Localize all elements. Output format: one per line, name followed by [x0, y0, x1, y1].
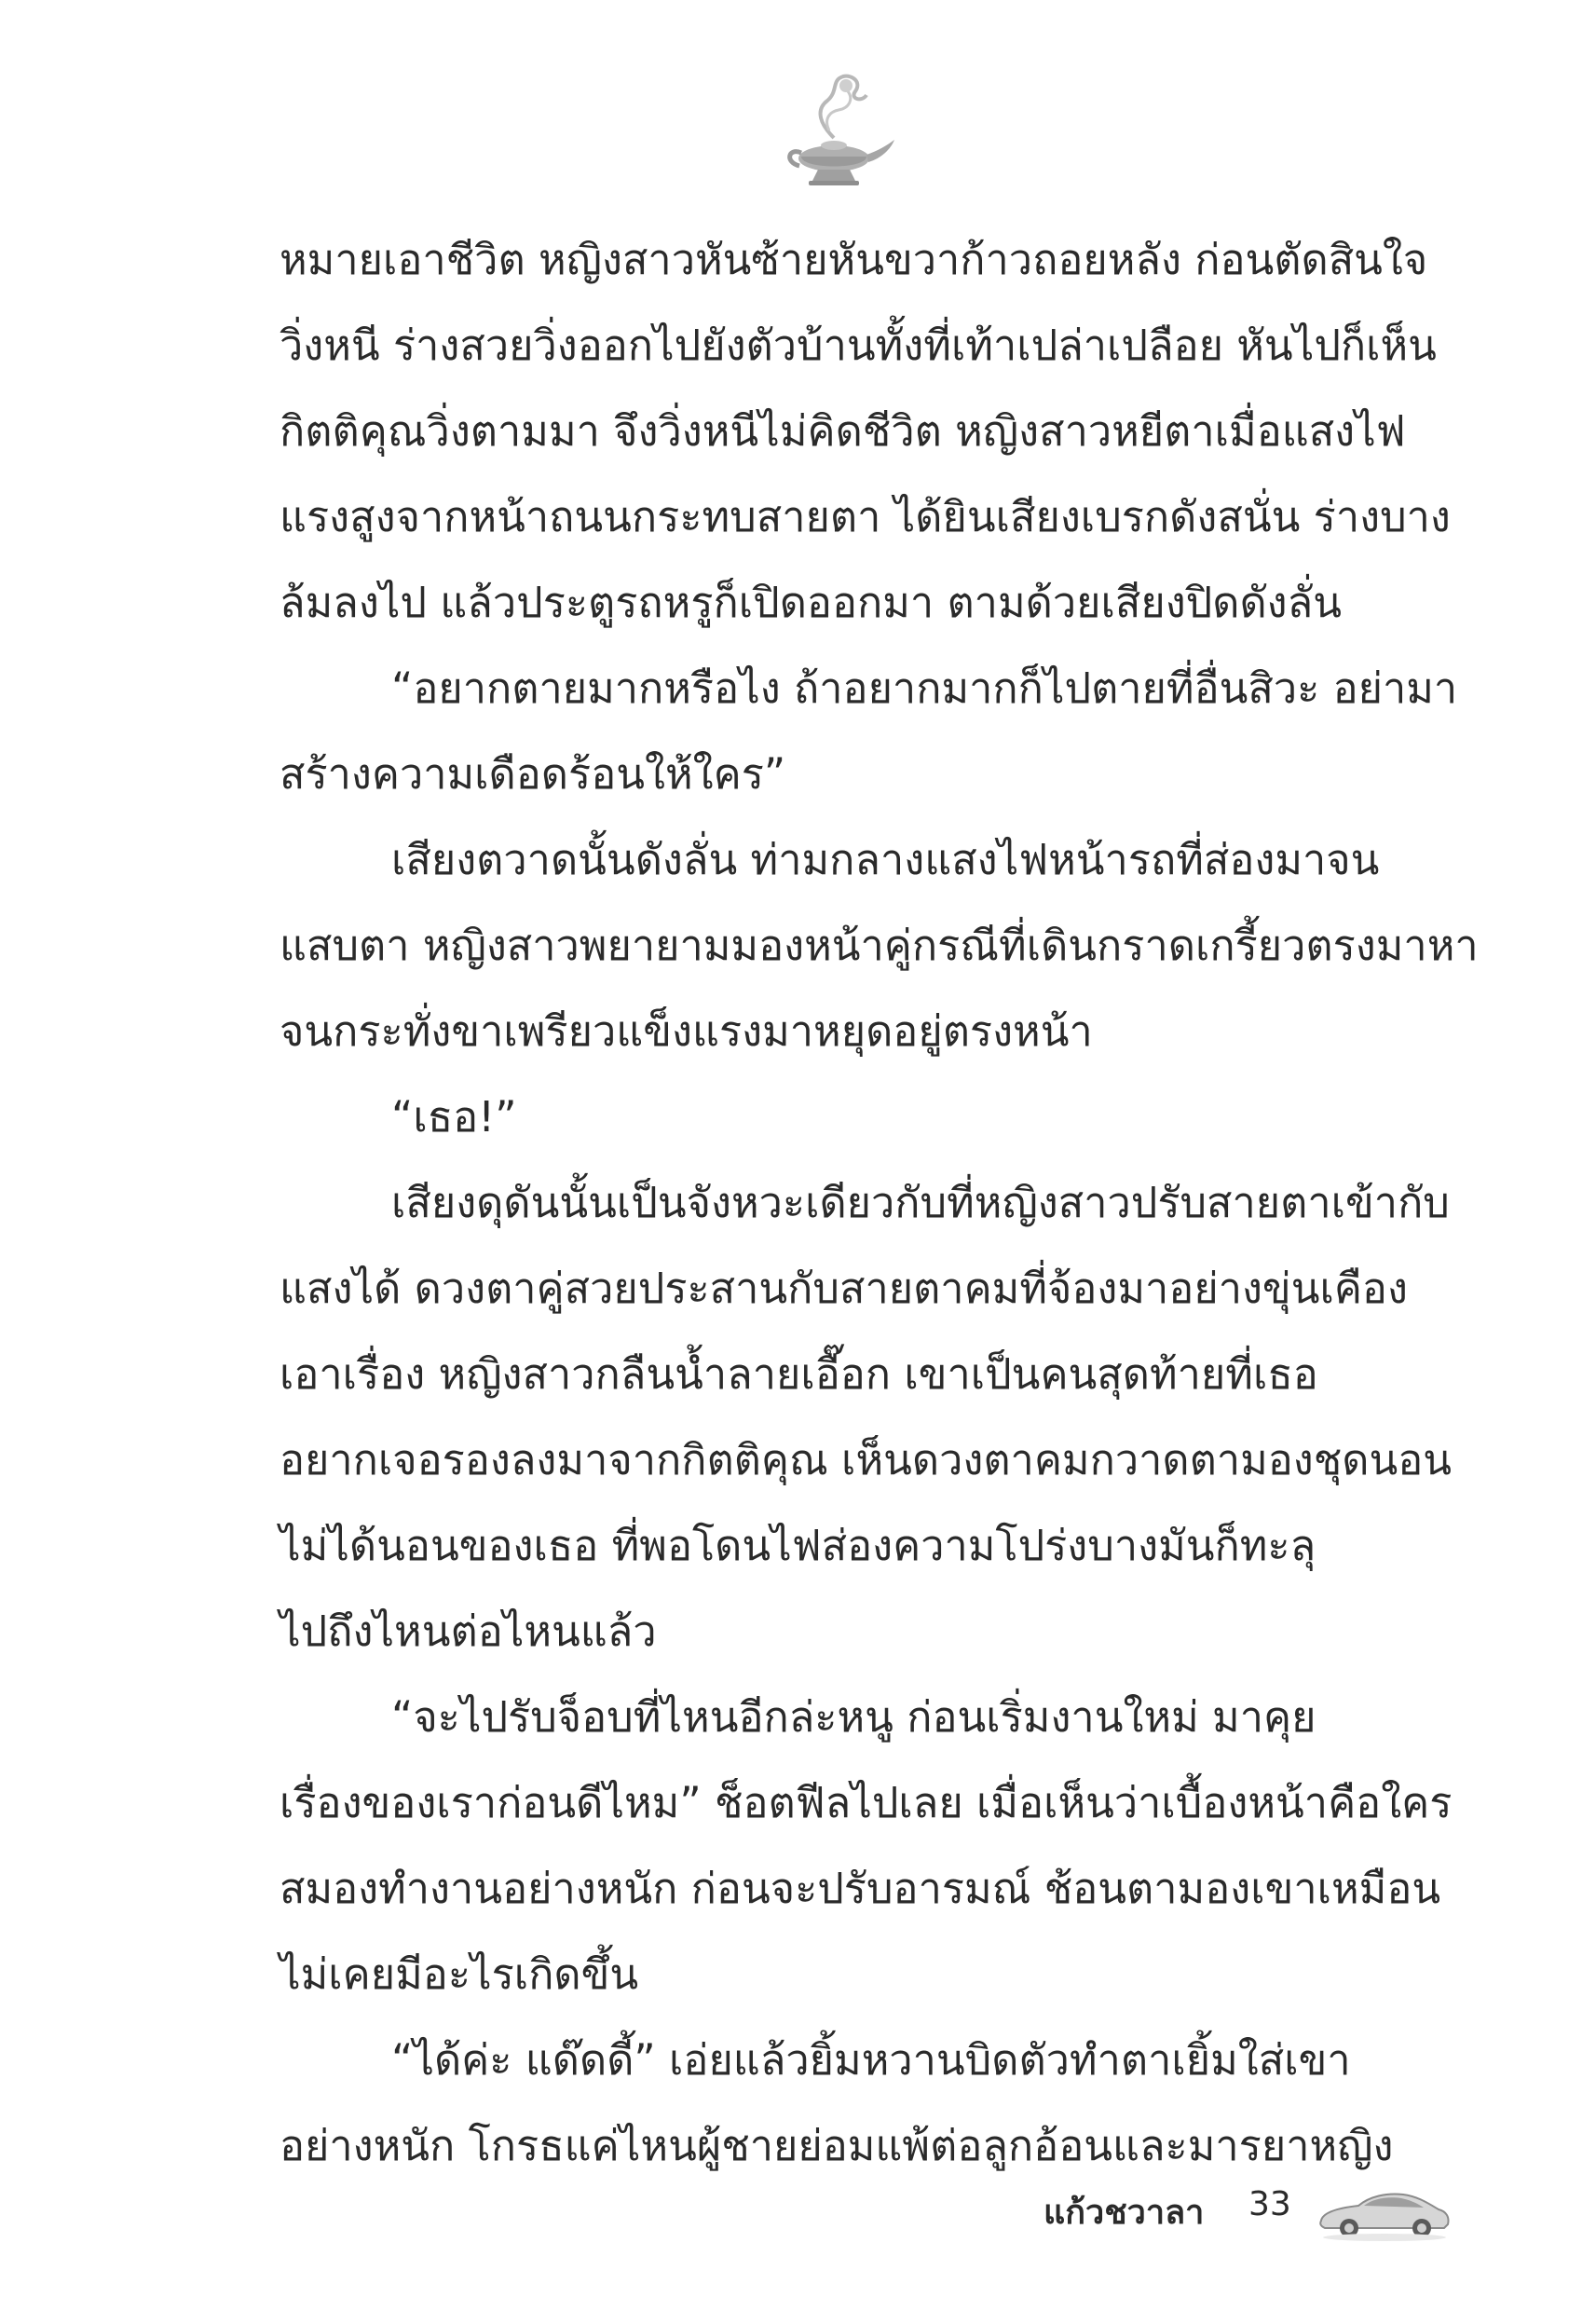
text-line: เสียงตวาดนั้นดังลั่น ท่ามกลางแสงไฟหน้ารถที่ส่องมาจน — [391, 835, 1380, 884]
text-line: สร้างความเดือดร้อนให้ใคร” — [280, 749, 786, 799]
text-line: เอาเรื่อง หญิงสาวกลืนน้ำลายเอื๊อก เขาเป็นคนสุดท้ายที่เธอ — [280, 1349, 1318, 1399]
text-line: วิ่งหนี ร่างสวยวิ่งออกไปยังตัวบ้านทั้งที่เท้าเปล่าเปลือย หันไปก็เห็น — [280, 321, 1437, 370]
text-line: อย่างหนัก โกรธแค่ไหนผู้ชายย่อมแพ้ต่อลูกอ้อนและมารยาหญิง — [280, 2121, 1394, 2170]
text-line: แรงสูงจากหน้าถนนกระทบสายตา ได้ยินเสียงเบรกดังสนั่น ร่างบาง — [280, 492, 1451, 541]
text-line: แสบตา หญิงสาวพยายามมองหน้าคู่กรณีที่เดินกราดเกรี้ยวตรงมาหา — [280, 921, 1479, 970]
text-line: กิตติคุณวิ่งตามมา จึงวิ่งหนีไม่คิดชีวิต หญิงสาวหยีตาเมื่อแสงไฟ — [280, 406, 1406, 456]
text-line: เรื่องของเราก่อนดีไหม” ช็อตฟีลไปเลย เมื่อเห็นว่าเบื้องหน้าคือใคร — [280, 1778, 1453, 1827]
text-line: เสียงดุดันนั้นเป็นจังหวะเดียวกับที่หญิงสาวปรับสายตาเข้ากับ — [391, 1178, 1450, 1227]
text-line: จนกระทั่งขาเพรียวแข็งแรงมาหยุดอยู่ตรงหน้า — [280, 1006, 1093, 1056]
text-line: สมองทำงานอย่างหนัก ก่อนจะปรับอารมณ์ ช้อนตามองเขาเหมือน — [280, 1864, 1441, 1913]
text-line: หมายเอาชีวิต หญิงสาวหันซ้ายหันขวาก้าวถอยหลัง ก่อนตัดสินใจ — [280, 235, 1428, 284]
text-line: อยากเจอรองลงมาจากกิตติคุณ เห็นดวงตาคมกวาดตามองชุดนอน — [280, 1435, 1453, 1484]
text-line: “เธอ!” — [391, 1092, 517, 1142]
text-line: “จะไปรับจ็อบที่ไหนอีกล่ะหนู ก่อนเริ่มงานใหม่ มาคุย — [391, 1692, 1316, 1742]
text-line: ไม่เคยมีอะไรเกิดขึ้น — [280, 1949, 639, 1999]
book-title: แก้วชวาลา — [1044, 2194, 1205, 2232]
text-line: ล้มลงไป แล้วประตูรถหรูก็เปิดออกมา ตามด้วยเสียงปิดดังลั่น — [280, 578, 1342, 627]
sports-car-icon — [1314, 2176, 1453, 2246]
text-line: “อยากตายมากหรือไง ถ้าอยากมากก็ไปตายที่อื่นสิวะ อย่ามา — [391, 663, 1458, 713]
text-line: แสงได้ ดวงตาคู่สวยประสานกับสายตาคมที่จ้องมาอย่างขุ่นเคือง — [280, 1264, 1408, 1313]
page-number: 33 — [1248, 2185, 1291, 2223]
genie-lamp-icon — [764, 73, 904, 194]
text-line: ไม่ได้นอนของเธอ ที่พอโดนไฟส่องความโปร่งบางมันก็ทะลุ — [280, 1521, 1316, 1570]
text-line: “ได้ค่ะ แด๊ดดี้” เอ่ยแล้วยิ้มหวานบิดตัวทำตาเยิ้มใส่เขา — [391, 2035, 1351, 2085]
text-line: ไปถึงไหนต่อไหนแล้ว — [280, 1607, 657, 1656]
page-footer — [1044, 2176, 1453, 2250]
